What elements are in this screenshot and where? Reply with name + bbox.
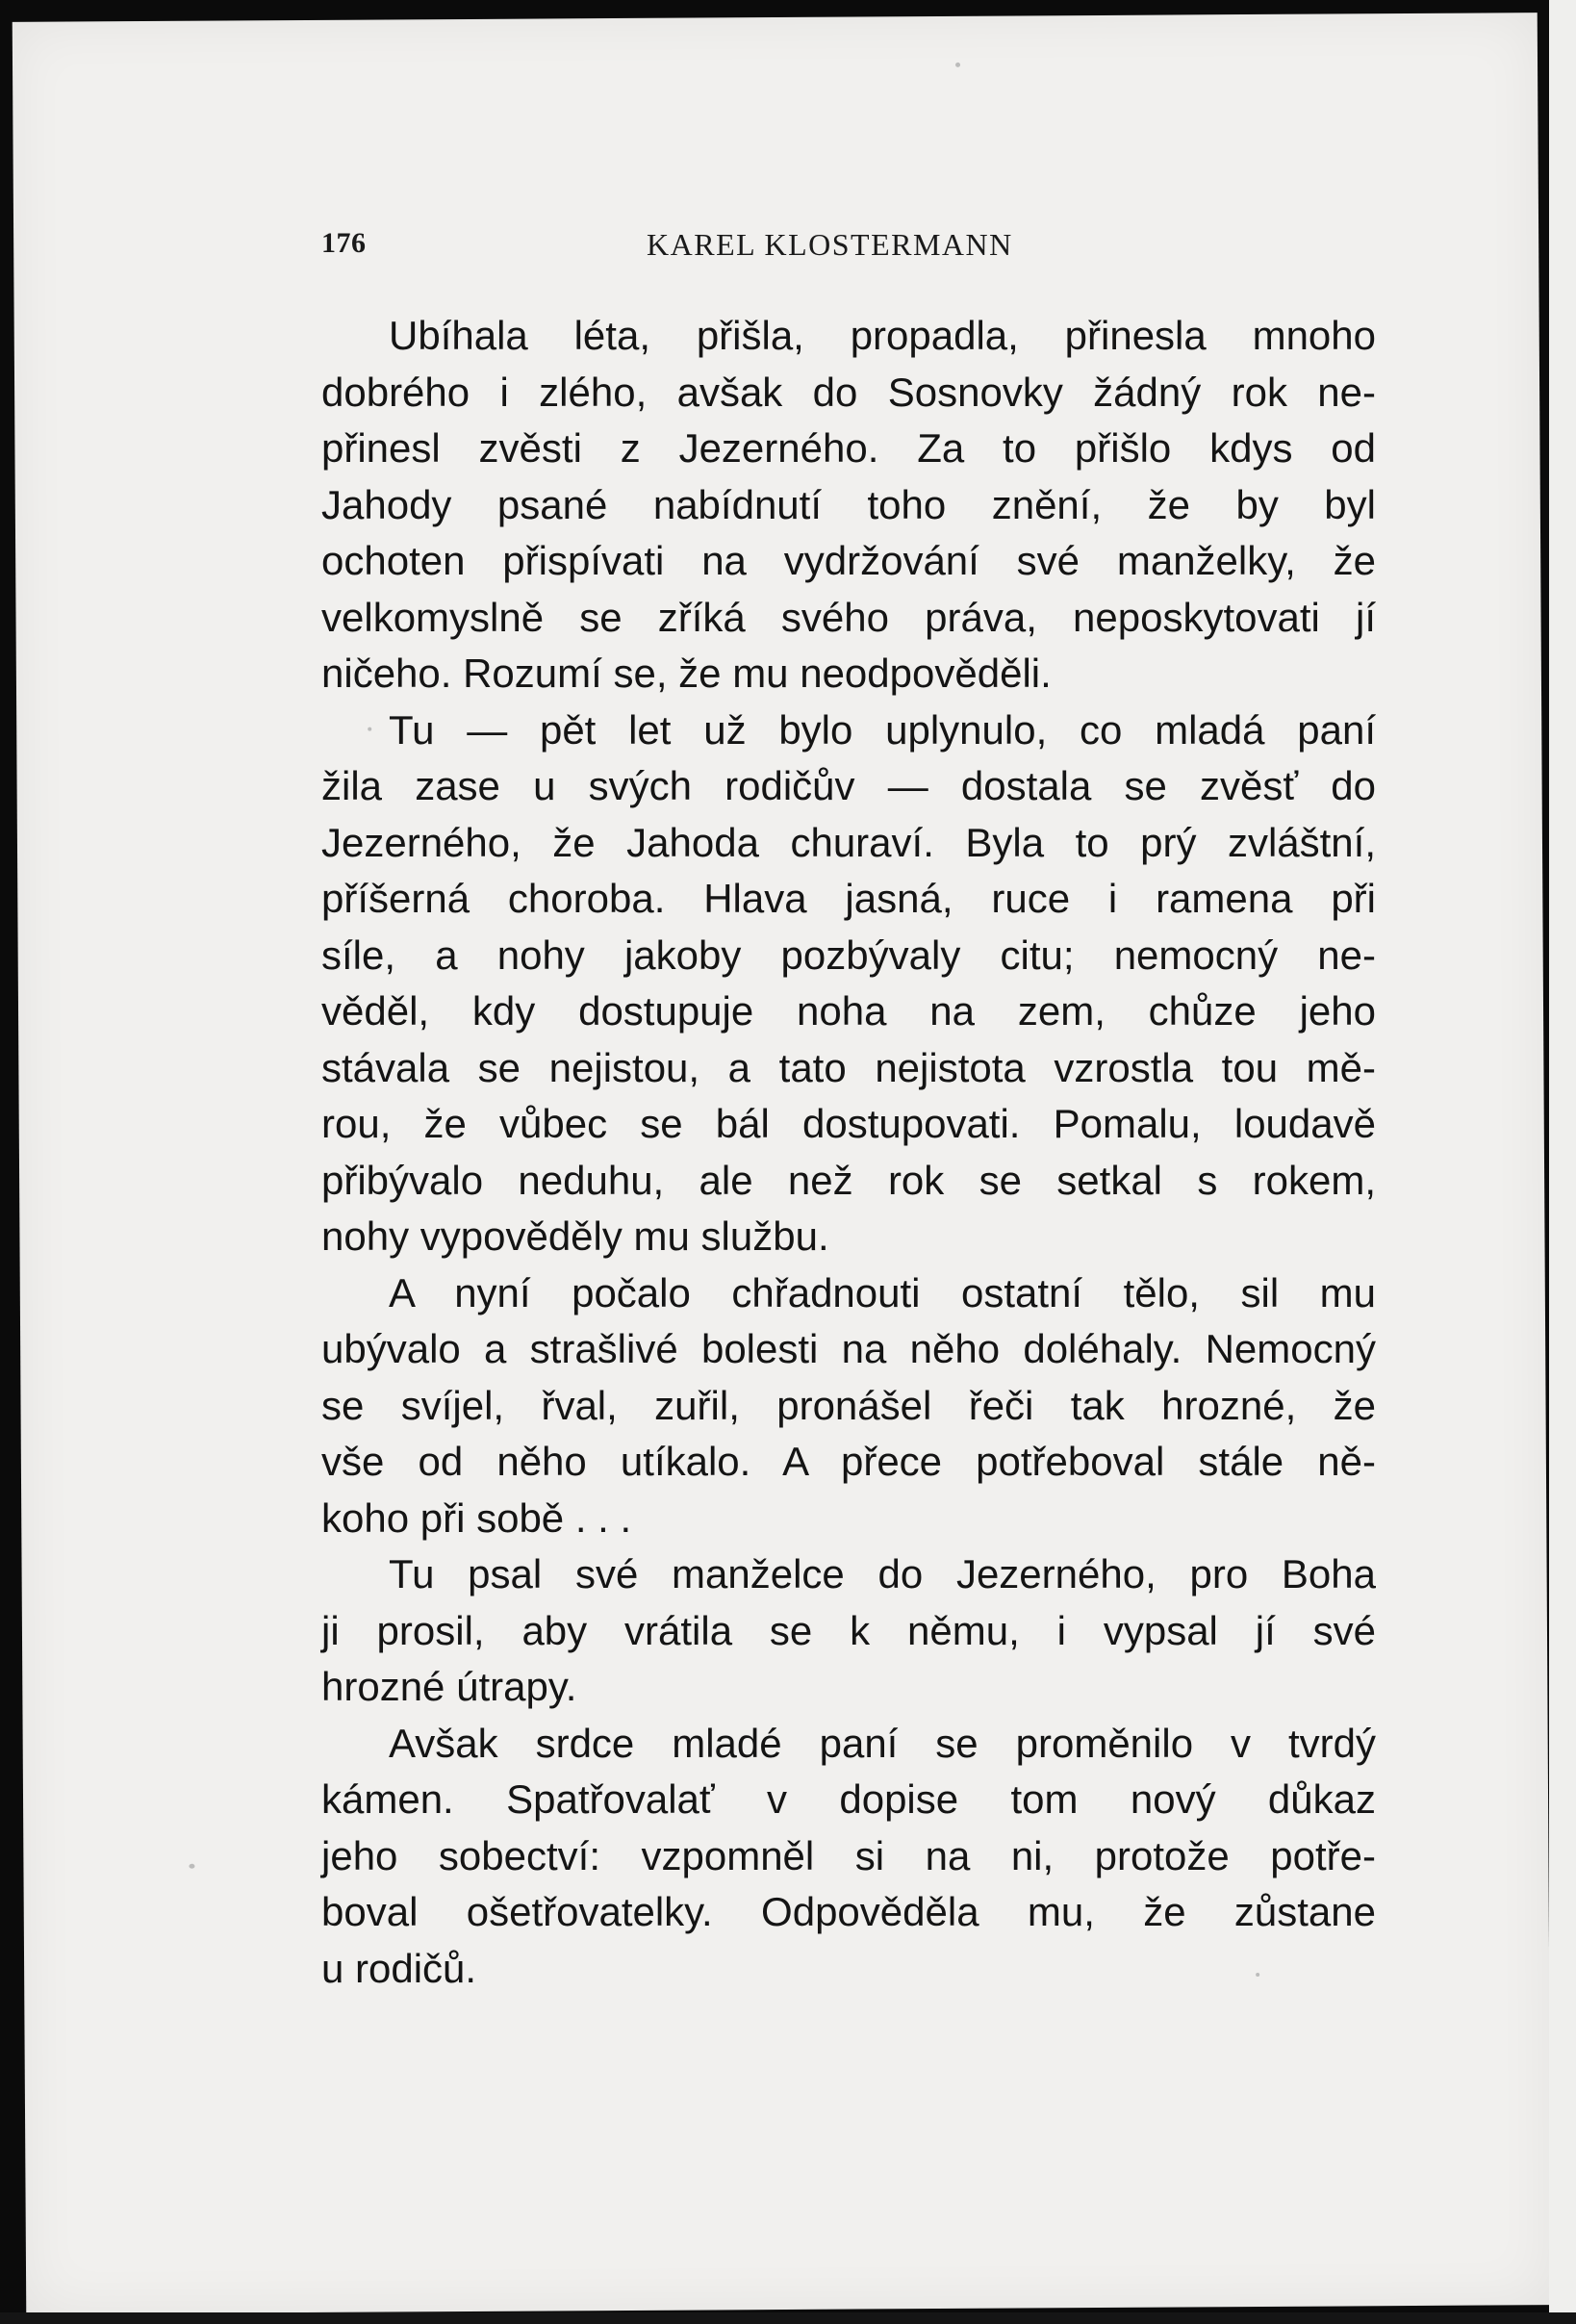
text-line: u rodičů. — [321, 1945, 477, 1991]
text-line: A nyní počalo chřadnouti ostatní tělo, sil mu — [389, 1269, 1376, 1315]
text-line: se svíjel, řval, zuřil, pronášel řeči tak hrozné, že — [321, 1382, 1376, 1428]
paragraph — [321, 1546, 1376, 1716]
paragraph — [321, 1265, 1376, 1547]
scanner-edge-bottom — [0, 2312, 1576, 2324]
text-line: Avšak srdce mladé paní se proměnilo v tvrdý — [389, 1720, 1376, 1766]
paragraph — [321, 308, 1376, 702]
text-line: síle, a nohy jakoby pozbývaly citu; nemocný ne- — [321, 932, 1376, 978]
text-line: vše od něho utíkalo. A přece potřeboval stále ně- — [321, 1439, 1376, 1484]
text-line: nohy vypověděly mu službu. — [321, 1213, 829, 1259]
text-line: boval ošetřovatelky. Odpověděla mu, že zůstane — [321, 1889, 1376, 1934]
text-line: Tu — pět let už bylo uplynulo, co mladá paní — [389, 706, 1376, 753]
text-line: stávala se nejistou, a tato nejistota vzrostla tou mě- — [321, 1044, 1376, 1090]
text-line: kámen. Spatřovalať v dopise tom nový důkaz — [321, 1776, 1376, 1822]
text-line: přibývalo neduhu, ale než rok se setkal s rokem, — [321, 1157, 1376, 1203]
text-line: ochoten přispívati na vydržování své manželky, že — [321, 538, 1376, 583]
text-line: hrozné útrapy. — [321, 1664, 577, 1709]
text-line: ji prosil, aby vrátila se k němu, i vypsal jí své — [321, 1607, 1376, 1653]
paper-speck — [189, 1864, 194, 1869]
text-line: jeho sobectví: vzpomněl si na ni, protože potře- — [321, 1832, 1376, 1878]
paragraph — [321, 702, 1376, 1265]
text-line: velkomyslně se zříká svého práva, neposkytovati jí — [321, 594, 1376, 640]
text-line: rou, že vůbec se bál dostupovati. Pomalu, loudavě — [321, 1101, 1376, 1146]
body-text — [321, 308, 1376, 1997]
running-head — [321, 227, 1045, 266]
text-line: Ubíhala léta, přišla, propadla, přinesla mnoho — [389, 313, 1376, 358]
text-line: přinesl zvěsti z Jezerného. Za to přišlo kdys od — [321, 425, 1376, 471]
text-line: koho při sobě . . . — [321, 1494, 632, 1541]
text-line: věděl, kdy dostupuje noha na zem, chůze jeho — [321, 988, 1376, 1034]
text-line: Jahody psané nabídnutí toho znění, že by byl — [321, 481, 1376, 527]
paper-speck — [955, 63, 960, 67]
text-line: ubývalo a strašlivé bolesti na něho doléhaly. Nemocný — [321, 1326, 1376, 1371]
text-line: dobrého i zlého, avšak do Sosnovky žádný rok ne- — [321, 369, 1376, 415]
text-line: žila zase u svých rodičův — dostala se zvěsť do — [321, 763, 1376, 808]
text-line: Jezerného, že Jahoda churaví. Byla to prý zvláštní, — [321, 819, 1376, 865]
text-line: Tu psal své manželce do Jezerného, pro Boha — [389, 1551, 1376, 1596]
running-title: KAREL KLOSTERMANN — [647, 227, 1013, 262]
text-line: příšerná choroba. Hlava jasná, ruce i ramena při — [321, 876, 1376, 921]
text-line: ničeho. Rozumí se, že mu neodpověděli. — [321, 651, 1052, 696]
scanner-edge — [1549, 0, 1576, 2324]
paragraph — [321, 1716, 1376, 1998]
page-number: 176 — [321, 227, 367, 259]
